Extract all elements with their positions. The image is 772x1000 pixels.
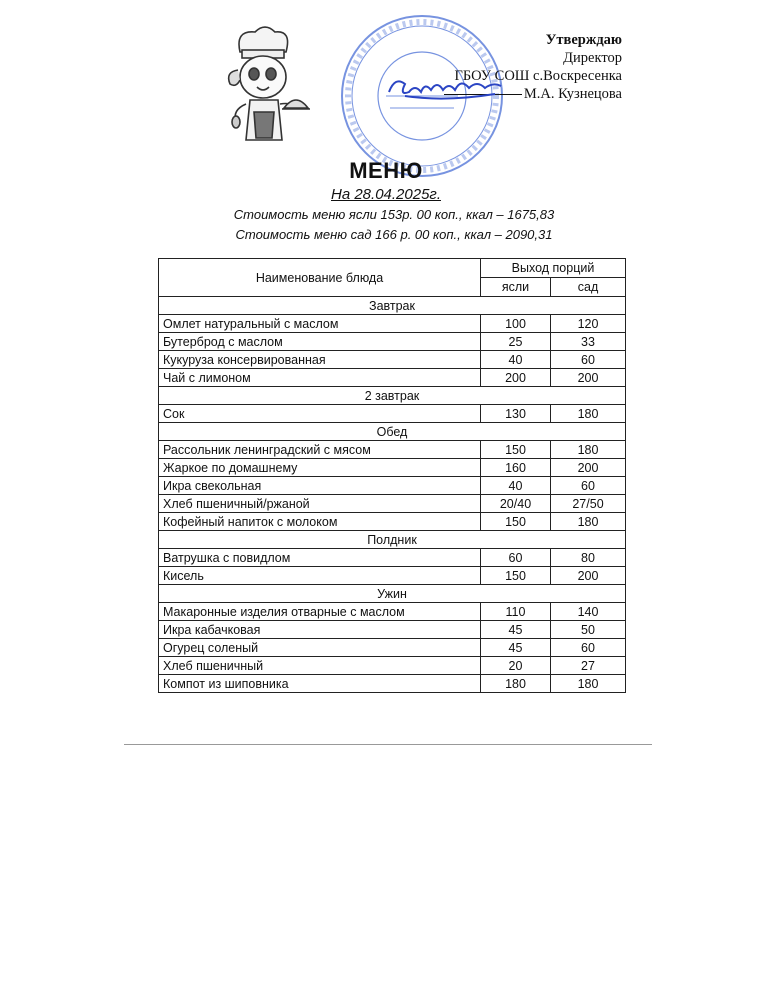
nursery-portion: 180: [481, 675, 551, 693]
nursery-portion: 130: [481, 405, 551, 423]
garden-portion: 120: [551, 315, 626, 333]
table-row: [159, 495, 626, 513]
column-dish-name: Наименование блюда: [159, 259, 481, 297]
column-output: Выход порций: [481, 259, 626, 278]
table-row: [159, 369, 626, 387]
garden-portion: 200: [551, 459, 626, 477]
dish-name: Жаркое по домашнему: [159, 459, 481, 477]
section-row: [159, 531, 626, 549]
nursery-portion: 200: [481, 369, 551, 387]
dish-name: Икра кабачковая: [159, 621, 481, 639]
page-divider: [124, 744, 652, 745]
nursery-portion: 160: [481, 459, 551, 477]
nursery-portion: 40: [481, 351, 551, 369]
dish-name: Сок: [159, 405, 481, 423]
table-row: [159, 621, 626, 639]
handwritten-signature: [385, 70, 505, 108]
table-row: [159, 441, 626, 459]
section-row: [159, 297, 626, 315]
chef-illustration: [210, 22, 310, 152]
section-title: 2 завтрак: [159, 387, 626, 405]
garden-portion: 200: [551, 567, 626, 585]
dish-name: Бутерброд с маслом: [159, 333, 481, 351]
garden-portion: 180: [551, 441, 626, 459]
garden-portion: 60: [551, 477, 626, 495]
garden-portion: 180: [551, 513, 626, 531]
table-row: [159, 333, 626, 351]
table-row: [159, 477, 626, 495]
dish-name: Ватрушка с повидлом: [159, 549, 481, 567]
menu-date: На 28.04.2025г.: [331, 186, 441, 203]
table-row: [159, 315, 626, 333]
nursery-portion: 100: [481, 315, 551, 333]
director-label: Директор: [563, 50, 622, 66]
table-row: [159, 513, 626, 531]
dish-name: Хлеб пшеничный/ржаной: [159, 495, 481, 513]
garden-portion: 33: [551, 333, 626, 351]
nursery-portion: 20/40: [481, 495, 551, 513]
section-title: Завтрак: [159, 297, 626, 315]
nursery-portion: 150: [481, 567, 551, 585]
garden-portion: 27/50: [551, 495, 626, 513]
table-row: [159, 405, 626, 423]
table-row: [159, 549, 626, 567]
garden-portion: 180: [551, 405, 626, 423]
garden-portion: 50: [551, 621, 626, 639]
nursery-portion: 25: [481, 333, 551, 351]
page-title: МЕНЮ: [349, 158, 423, 183]
nursery-portion: 110: [481, 603, 551, 621]
cost-garden: Стоимость меню сад 166 р. 00 коп., ккал – 2090,31: [235, 227, 553, 242]
dish-name: Чай с лимоном: [159, 369, 481, 387]
dish-name: Кукуруза консервированная: [159, 351, 481, 369]
garden-portion: 200: [551, 369, 626, 387]
director-name: М.А. Кузнецова: [523, 86, 622, 102]
nursery-portion: 150: [481, 441, 551, 459]
dish-name: Икра свекольная: [159, 477, 481, 495]
section-title: Ужин: [159, 585, 626, 603]
garden-portion: 60: [551, 639, 626, 657]
garden-portion: 80: [551, 549, 626, 567]
table-row: [159, 351, 626, 369]
dish-name: Макаронные изделия отварные с маслом: [159, 603, 481, 621]
table-row: [159, 567, 626, 585]
nursery-portion: 150: [481, 513, 551, 531]
nursery-portion: 40: [481, 477, 551, 495]
table-row: [159, 459, 626, 477]
table-row: [159, 603, 626, 621]
garden-portion: 180: [551, 675, 626, 693]
approve-label: Утверждаю: [545, 32, 622, 48]
menu-table: [158, 258, 626, 693]
cost-nursery: Стоимость меню ясли 153р. 00 коп., ккал – 1675,83: [233, 207, 555, 222]
dish-name: Омлет натуральный с маслом: [159, 315, 481, 333]
section-row: [159, 423, 626, 441]
nursery-portion: 20: [481, 657, 551, 675]
column-garden: сад: [551, 278, 626, 297]
section-row: [159, 387, 626, 405]
table-row: [159, 657, 626, 675]
table-row: [159, 675, 626, 693]
nursery-portion: 60: [481, 549, 551, 567]
dish-name: Огурец соленый: [159, 639, 481, 657]
menu-table-body: [159, 297, 626, 693]
garden-portion: 140: [551, 603, 626, 621]
dish-name: Компот из шиповника: [159, 675, 481, 693]
section-row: [159, 585, 626, 603]
section-title: Обед: [159, 423, 626, 441]
dish-name: Кофейный напиток с молоком: [159, 513, 481, 531]
dish-name: Хлеб пшеничный: [159, 657, 481, 675]
section-title: Полдник: [159, 531, 626, 549]
nursery-portion: 45: [481, 639, 551, 657]
organization-label: ГБОУ СОШ с.Воскресенка: [454, 68, 622, 84]
column-nursery: ясли: [481, 278, 551, 297]
garden-portion: 27: [551, 657, 626, 675]
dish-name: Кисель: [159, 567, 481, 585]
garden-portion: 60: [551, 351, 626, 369]
nursery-portion: 45: [481, 621, 551, 639]
table-row: [159, 639, 626, 657]
dish-name: Рассольник ленинградский с мясом: [159, 441, 481, 459]
